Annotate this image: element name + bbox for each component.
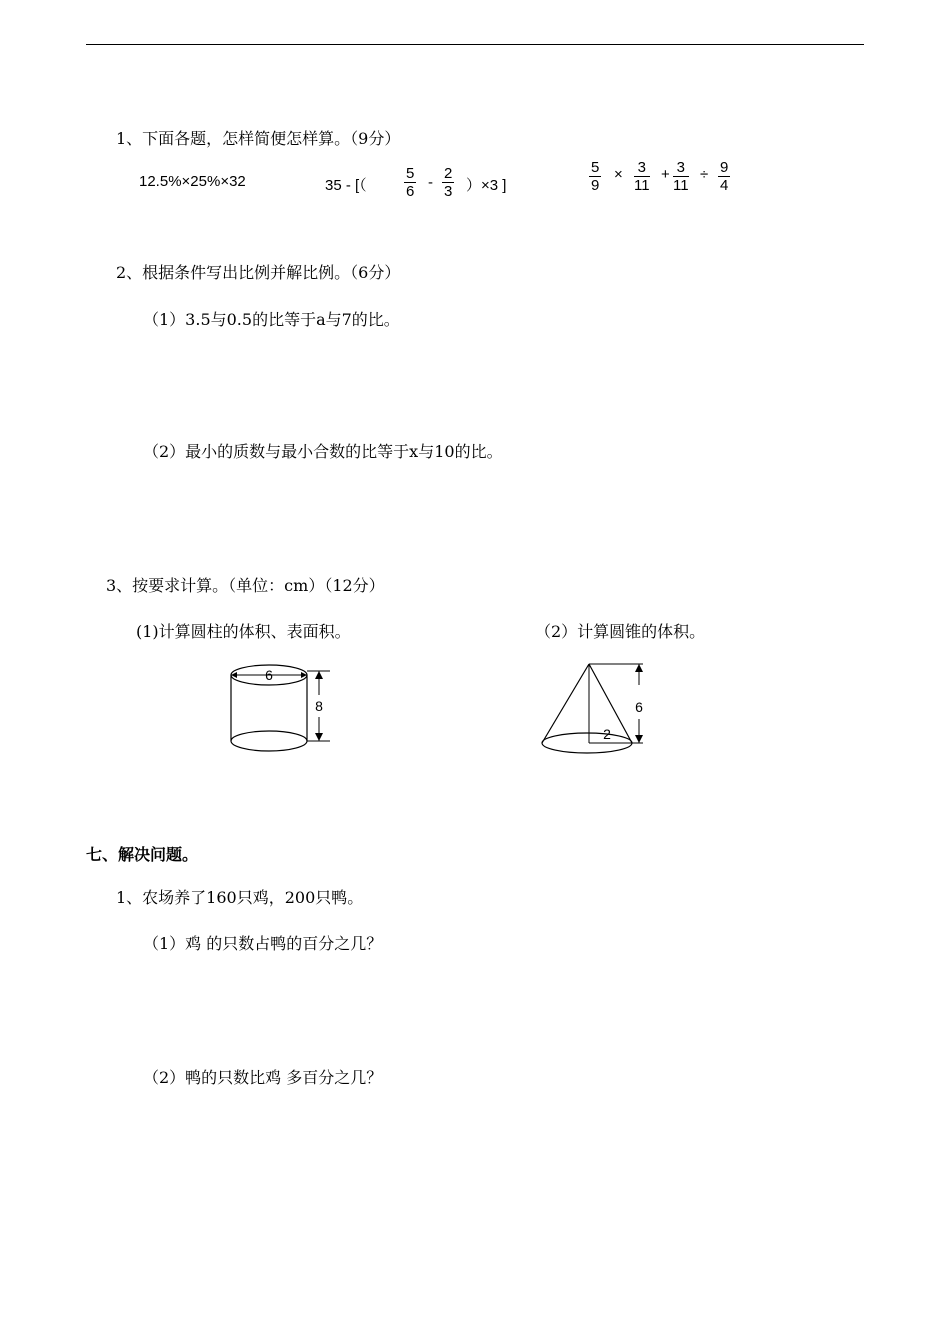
q3-title: 3、按要求计算。（单位：cm）（12分） [106,576,385,595]
s7-q1-part-1: （1）鸡 的只数占鸭的百分之几？ [143,934,383,953]
cylinder-diameter-label: 6 [265,667,273,683]
expr-c-fraction-3 [673,159,689,194]
fraction-denominator: 4 [720,177,729,194]
cylinder-figure [222,660,342,760]
q1-expression-a: 12.5%×25%×32 [139,173,246,190]
fraction-numerator: 2 [444,165,453,182]
q1-title: 1、下面各题，怎样简便怎样算。（9分） [116,129,401,148]
s7-q1-part-2: （2）鸭的只数比鸡 多百分之几？ [143,1068,383,1087]
s7-q1-title: 1、农场养了160只鸡，200只鸭。 [116,888,364,907]
cylinder-height-label: 8 [315,698,323,714]
expr-b-fraction-2 [442,165,454,200]
fraction-denominator: 11 [673,177,689,194]
header-rule [86,44,864,45]
expr-c-fraction-4 [718,159,730,194]
fraction-numerator: 3 [634,159,650,177]
cone-arrow-down [635,735,643,743]
fraction-denominator: 3 [444,183,453,200]
fraction-numerator: 5 [591,159,600,176]
expr-b-minus: - [428,174,433,191]
q3-part-1: (1)计算圆柱的体积、表面积。 [136,622,351,641]
expr-c-divide: ÷ [700,166,709,183]
q2-part-2: （2）最小的质数与最小合数的比等于x与10的比。 [143,442,503,461]
cylinder-bottom-ellipse [231,731,307,751]
section-7-title: 七、解决问题。 [86,845,199,864]
q3-part-2: （2）计算圆锥的体积。 [535,622,706,641]
cone-figure [535,655,655,760]
height-arrow-down [315,733,323,741]
height-arrow-up [315,671,323,679]
expr-c-fraction-1 [589,159,601,194]
fraction-denominator: 6 [406,183,415,200]
fraction-denominator: 11 [634,177,650,194]
q2-part-1: （1）3.5与0.5的比等于a与7的比。 [143,310,400,329]
cone-left-slant [542,664,589,743]
expr-c-times: × [614,166,623,183]
cone-arrow-up [635,664,643,672]
expr-c-fraction-2 [634,159,650,194]
cone-radius-label: 2 [603,726,611,742]
expr-c-plus: + [661,166,670,183]
expr-b-prefix: 35 - [（ [325,177,367,194]
cone-height-label: 6 [635,699,643,715]
fraction-numerator: 3 [673,159,689,177]
q2-title: 2、根据条件写出比例并解比例。（6分） [116,263,401,282]
expr-b-fraction-1 [404,165,416,200]
fraction-numerator: 9 [720,159,729,176]
fraction-denominator: 9 [591,177,600,194]
fraction-numerator: 5 [406,165,415,182]
expr-b-suffix: ）×3 ] [466,177,507,194]
